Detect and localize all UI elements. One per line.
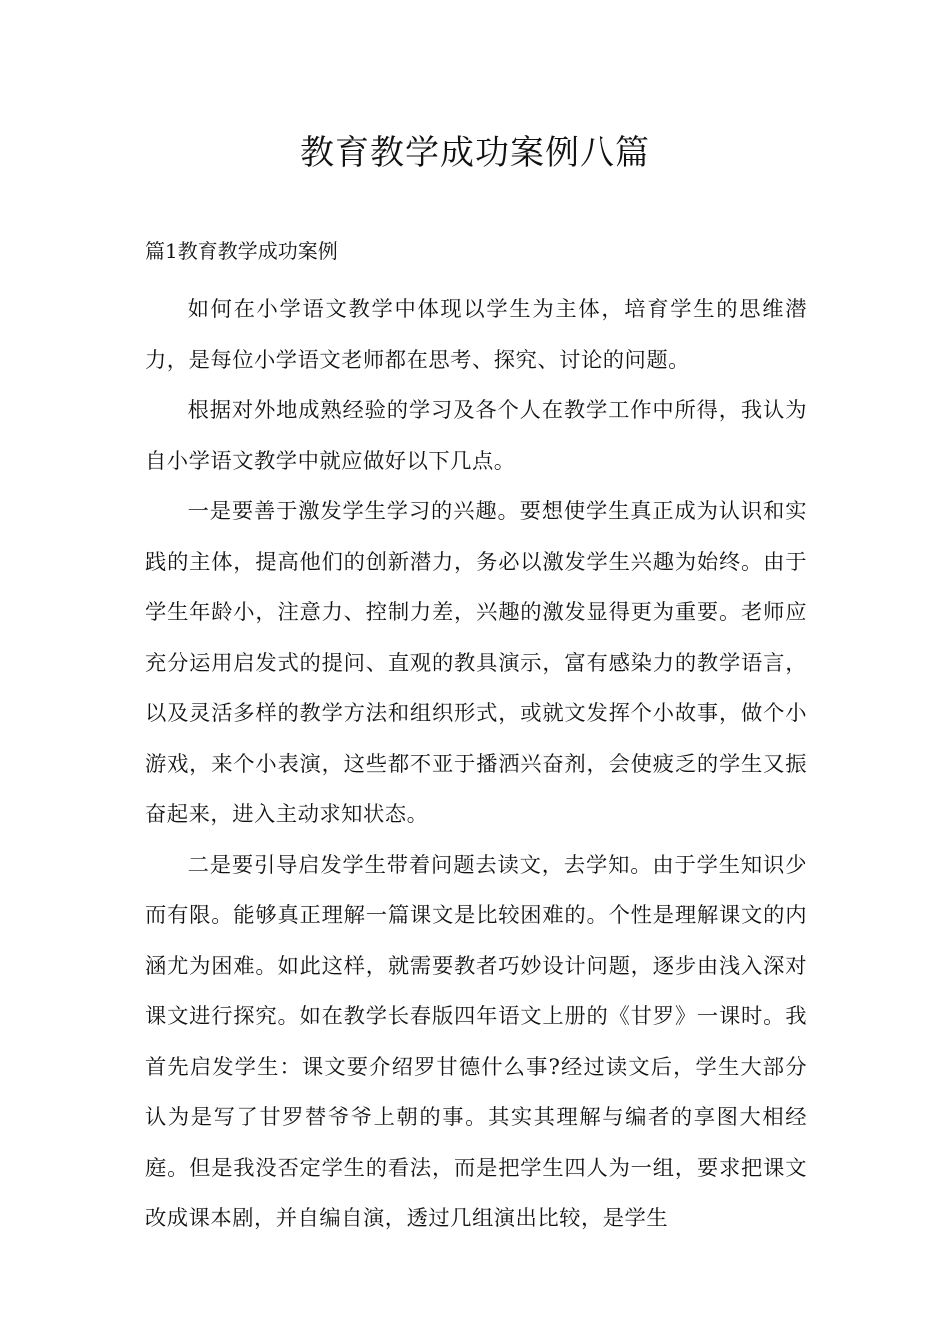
- paragraph: 一是要善于激发学生学习的兴趣。要想使学生真正成为认识和实践的主体，提高他们的创新潜力，务必以激发学生兴趣为始终。由于学生年龄小，注意力、控制力差，兴趣的激发显得更为重要。老师应充分运用启发式的提问、直观的教具演示，富有感染力的教学语言，以及灵活多样的教学方法和组织形式，或就文发挥个小故事，做个小游戏，来个小表演，这些都不亚于播洒兴奋剂，会使疲乏的学生又振奋起来，进入主动求知状态。: [145, 499, 807, 827]
- paragraph: 根据对外地成熟经验的学习及各个人在教学工作中所得，我认为自小学语文教学中就应做好以下几点。: [145, 398, 807, 474]
- document-title: 教育教学成功案例八篇: [300, 133, 650, 173]
- section-heading: 篇1教育教学成功案例: [145, 239, 338, 263]
- body-text: [145, 285, 807, 1245]
- paragraph: 如何在小学语文教学中体现以学生为主体，培育学生的思维潜力，是每位小学语文老师都在思考、探究、讨论的问题。: [145, 297, 807, 373]
- paragraph: 二是要引导启发学生带着问题去读文，去学知。由于学生知识少而有限。能够真正理解一篇课文是比较困难的。个性是理解课文的内涵尤为困难。如此这样，就需要教者巧妙设计问题，逐步由浅入深对课文进行探究。如在教学长春版四年语文上册的《甘罗》一课时。我首先启发学生：课文要介绍罗甘德什么事?经过读文后，学生大部分认为是写了甘罗替爷爷上朝的事。其实其理解与编者的享图大相经庭。但是我没否定学生的看法，而是把学生四人为一组，要求把课文改成课本剧，并自编自演，透过几组演出比较，是学生: [145, 852, 807, 1231]
